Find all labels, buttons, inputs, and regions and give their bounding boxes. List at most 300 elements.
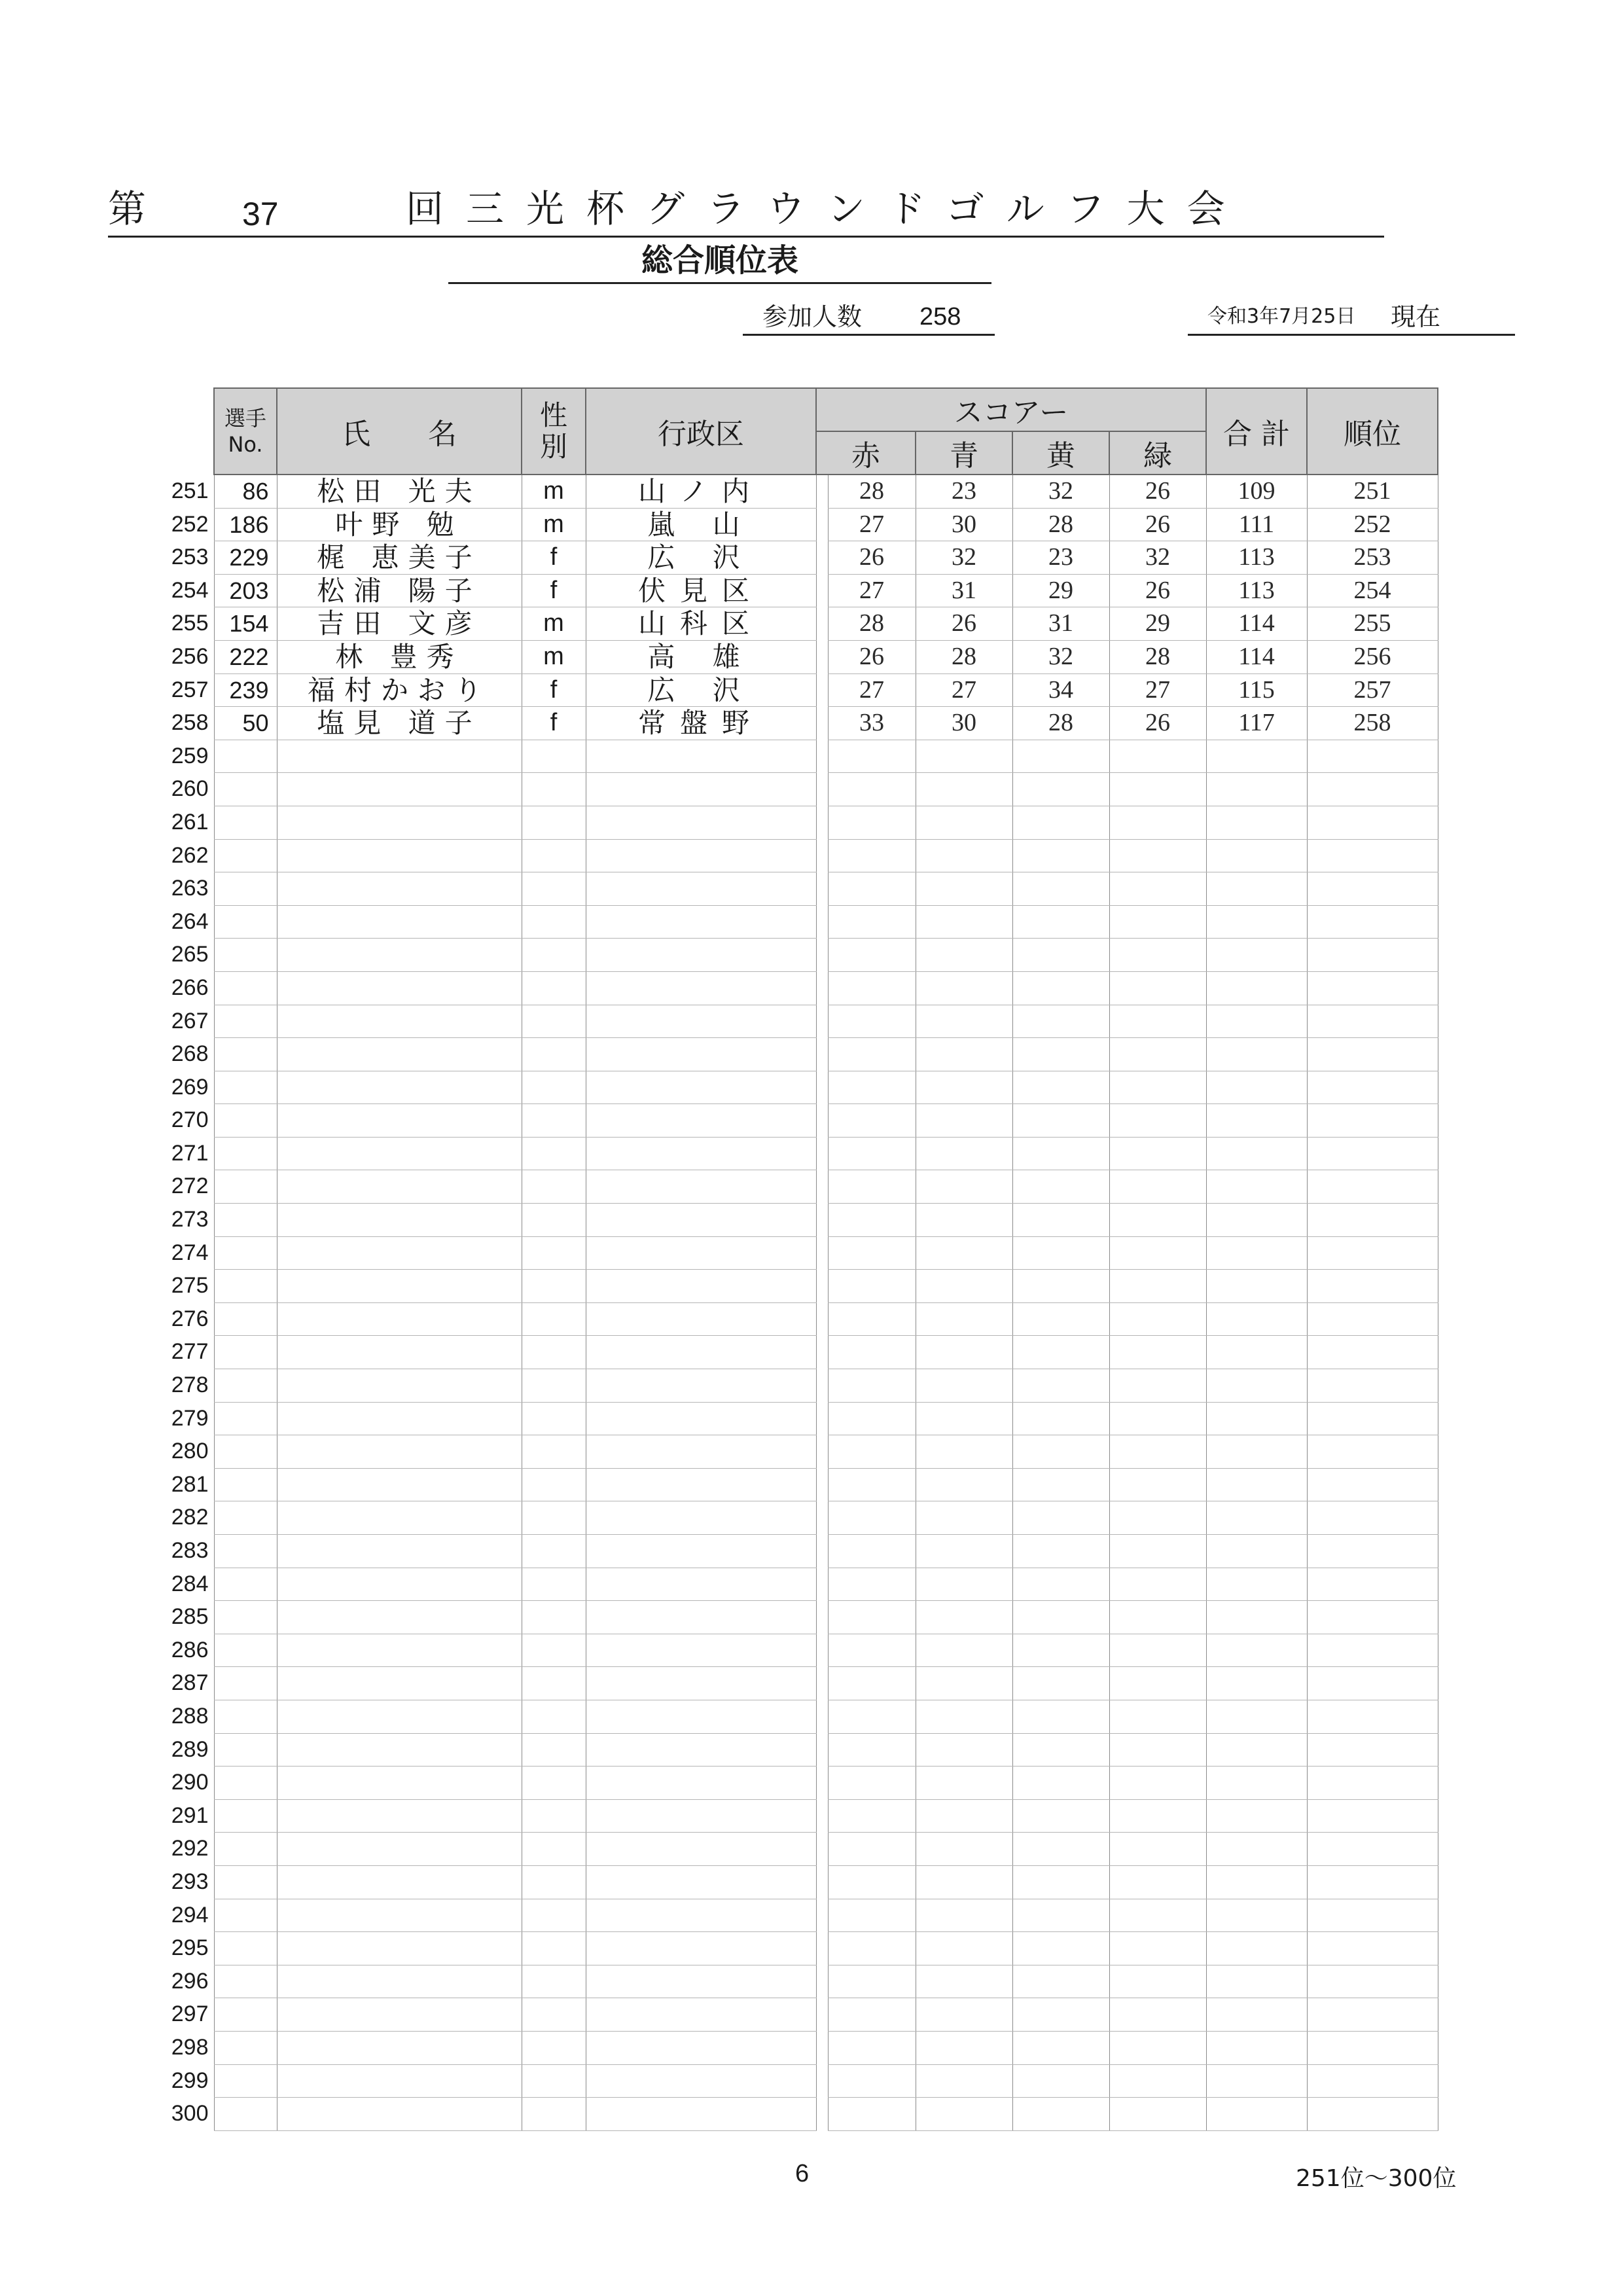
score-red-cell (828, 1236, 916, 1270)
name-cell (277, 1270, 522, 1303)
total-cell: 114 (1206, 640, 1307, 673)
district-cell: 高 雄 (586, 640, 816, 673)
player-no-cell (214, 839, 277, 872)
sex-cell (522, 1435, 586, 1469)
score-yellow-cell: 32 (1012, 475, 1109, 508)
score-blue-cell (916, 905, 1012, 939)
sex-cell (522, 1302, 586, 1336)
row-number: 277 (171, 1339, 209, 1365)
rank-cell (1307, 1336, 1438, 1369)
total-cell (1206, 1137, 1307, 1170)
header-total: 合 計 (1206, 388, 1307, 475)
column-gap (816, 1104, 828, 1138)
score-green-cell (1109, 1302, 1206, 1336)
sex-cell (522, 1137, 586, 1170)
sex-cell: m (522, 508, 586, 541)
table-row (154, 1601, 1438, 1634)
district-cell (586, 1170, 816, 1204)
score-yellow-cell: 23 (1012, 541, 1109, 575)
score-yellow-cell (1012, 1965, 1109, 1998)
district-cell (586, 806, 816, 839)
rank-cell: 257 (1307, 673, 1438, 707)
name-cell (277, 872, 522, 906)
row-number: 299 (171, 2068, 209, 2093)
score-blue-cell (916, 1501, 1012, 1535)
score-blue-cell (916, 839, 1012, 872)
rank-cell (1307, 1833, 1438, 1866)
column-gap (816, 971, 828, 1005)
name-cell (277, 1369, 522, 1403)
score-green-cell (1109, 1270, 1206, 1303)
score-yellow-cell (1012, 1038, 1109, 1071)
score-yellow-cell: 28 (1012, 707, 1109, 740)
name-cell: 叶野 勉 (277, 508, 522, 541)
total-cell (1206, 1071, 1307, 1104)
player-no-cell (214, 1468, 277, 1501)
district-cell (586, 1104, 816, 1138)
score-blue-cell (916, 1634, 1012, 1667)
score-green-cell (1109, 1799, 1206, 1833)
score-red-cell: 28 (828, 475, 916, 508)
name-cell (277, 1700, 522, 1733)
sex-cell (522, 1468, 586, 1501)
column-gap (816, 1005, 828, 1038)
score-green-cell (1109, 1501, 1206, 1535)
district-cell (586, 1071, 816, 1104)
column-gap (816, 1667, 828, 1700)
player-no-cell (214, 1833, 277, 1866)
district-cell (586, 1270, 816, 1303)
score-blue-cell (916, 2064, 1012, 2098)
player-no-cell (214, 1568, 277, 1601)
row-number: 275 (171, 1273, 209, 1299)
total-cell (1206, 1932, 1307, 1965)
player-no-cell (214, 1369, 277, 1403)
score-blue-cell (916, 1468, 1012, 1501)
row-number: 256 (171, 643, 209, 669)
sex-cell (522, 1634, 586, 1667)
score-green-cell (1109, 872, 1206, 906)
rank-cell: 254 (1307, 574, 1438, 607)
player-no-cell: 222 (214, 640, 277, 673)
player-no-cell (214, 1932, 277, 1965)
column-gap (816, 2098, 828, 2131)
header-green: 緑 (1109, 431, 1206, 475)
score-yellow-cell (1012, 806, 1109, 839)
total-cell (1206, 2031, 1307, 2064)
score-green-cell (1109, 1402, 1206, 1435)
column-gap (816, 1998, 828, 2032)
score-yellow-cell (1012, 773, 1109, 806)
name-cell (277, 1402, 522, 1435)
player-no-cell (214, 1899, 277, 1932)
score-green-cell (1109, 1667, 1206, 1700)
score-green-cell (1109, 971, 1206, 1005)
score-red-cell (828, 971, 916, 1005)
column-gap (816, 673, 828, 707)
rank-cell (1307, 1899, 1438, 1932)
table-row (154, 475, 1438, 508)
column-gap (816, 872, 828, 906)
sex-cell (522, 806, 586, 839)
row-number: 282 (171, 1505, 209, 1530)
name-cell (277, 839, 522, 872)
score-green-cell (1109, 1369, 1206, 1403)
table-row (154, 1865, 1438, 1899)
row-number: 295 (171, 1935, 209, 1961)
score-blue-cell (916, 1899, 1012, 1932)
title-number: 37 (242, 196, 279, 232)
column-gap (816, 1700, 828, 1733)
column-gap (816, 508, 828, 541)
rank-cell (1307, 1568, 1438, 1601)
player-no-cell (214, 773, 277, 806)
sex-cell (522, 905, 586, 939)
district-cell (586, 1501, 816, 1535)
row-number: 259 (171, 743, 209, 768)
table-row (154, 1071, 1438, 1104)
district-cell (586, 1865, 816, 1899)
table-row (154, 1733, 1438, 1767)
score-green-cell: 26 (1109, 574, 1206, 607)
player-no-cell (214, 939, 277, 972)
column-gap (816, 1402, 828, 1435)
total-cell: 117 (1206, 707, 1307, 740)
score-green-cell (1109, 1137, 1206, 1170)
total-cell (1206, 1501, 1307, 1535)
district-cell (586, 740, 816, 773)
rank-cell (1307, 1501, 1438, 1535)
score-green-cell (1109, 1336, 1206, 1369)
page-number: 6 (795, 2160, 810, 2187)
row-number: 252 (171, 511, 209, 537)
score-blue-cell (916, 1932, 1012, 1965)
score-red-cell (828, 773, 916, 806)
column-gap (816, 905, 828, 939)
table-row (154, 1302, 1438, 1336)
total-cell (1206, 1402, 1307, 1435)
sex-cell (522, 1601, 586, 1634)
score-green-cell (1109, 1005, 1206, 1038)
sex-cell (522, 1667, 586, 1700)
score-yellow-cell (1012, 1435, 1109, 1469)
name-cell: 松田 光夫 (277, 475, 522, 508)
score-blue-cell (916, 1667, 1012, 1700)
name-cell (277, 939, 522, 972)
player-no-cell (214, 1104, 277, 1138)
score-green-cell (1109, 1601, 1206, 1634)
rank-cell (1307, 1767, 1438, 1800)
score-red-cell (828, 1468, 916, 1501)
participants-count (743, 300, 995, 336)
total-cell (1206, 1435, 1307, 1469)
rank-cell (1307, 1634, 1438, 1667)
district-cell (586, 1137, 816, 1170)
rank-cell (1307, 1865, 1438, 1899)
total-cell (1206, 1998, 1307, 2032)
score-green-cell (1109, 1104, 1206, 1138)
score-yellow-cell (1012, 2098, 1109, 2131)
name-cell (277, 971, 522, 1005)
score-yellow-cell (1012, 1137, 1109, 1170)
district-cell (586, 1667, 816, 1700)
sex-cell (522, 1369, 586, 1403)
score-yellow-cell: 29 (1012, 574, 1109, 607)
column-gap (816, 1634, 828, 1667)
name-cell (277, 740, 522, 773)
rank-cell: 253 (1307, 541, 1438, 575)
total-cell (1206, 1833, 1307, 1866)
column-gap (816, 607, 828, 641)
district-cell (586, 1038, 816, 1071)
table-row (154, 508, 1438, 541)
table-row (154, 1137, 1438, 1170)
row-number: 296 (171, 1968, 209, 1994)
score-red-cell (828, 1899, 916, 1932)
total-cell (1206, 1700, 1307, 1733)
sex-cell: m (522, 475, 586, 508)
table-row (154, 1932, 1438, 1965)
column-gap (816, 1767, 828, 1800)
score-blue-cell: 30 (916, 707, 1012, 740)
column-gap (816, 541, 828, 575)
total-cell: 114 (1206, 607, 1307, 641)
district-cell: 伏見区 (586, 574, 816, 607)
player-no-cell (214, 1435, 277, 1469)
score-red-cell (828, 1369, 916, 1403)
as-of-label: 現在 (1391, 302, 1441, 331)
score-yellow-cell (1012, 1601, 1109, 1634)
player-no-cell (214, 1204, 277, 1237)
rank-cell (1307, 1302, 1438, 1336)
total-cell (1206, 1601, 1307, 1634)
score-green-cell (1109, 1899, 1206, 1932)
ranking-table (154, 387, 1438, 2131)
table-row (154, 1336, 1438, 1369)
district-cell (586, 2064, 816, 2098)
score-yellow-cell (1012, 1336, 1109, 1369)
name-cell (277, 1468, 522, 1501)
score-red-cell (828, 839, 916, 872)
row-number: 273 (171, 1207, 209, 1232)
player-no-cell (214, 971, 277, 1005)
district-cell (586, 1535, 816, 1568)
score-blue-cell (916, 2031, 1012, 2064)
sex-cell: f (522, 673, 586, 707)
row-number: 268 (171, 1041, 209, 1067)
score-red-cell (828, 2064, 916, 2098)
header-district: 行政区 (586, 388, 816, 475)
score-red-cell (828, 1601, 916, 1634)
score-green-cell (1109, 773, 1206, 806)
district-cell (586, 1767, 816, 1800)
player-no-cell (214, 1733, 277, 1767)
column-gap (816, 1535, 828, 1568)
name-cell (277, 1998, 522, 2032)
column-gap (816, 1435, 828, 1469)
column-gap (816, 2031, 828, 2064)
total-cell (1206, 1302, 1307, 1336)
score-yellow-cell (1012, 1236, 1109, 1270)
player-no-cell (214, 806, 277, 839)
rank-cell (1307, 773, 1438, 806)
rank-cell (1307, 1038, 1438, 1071)
row-number: 297 (171, 2001, 209, 2027)
score-red-cell (828, 806, 916, 839)
sex-cell (522, 773, 586, 806)
row-number: 298 (171, 2034, 209, 2060)
score-green-cell: 26 (1109, 707, 1206, 740)
rank-cell (1307, 1137, 1438, 1170)
player-no-cell (214, 2064, 277, 2098)
score-blue-cell (916, 1071, 1012, 1104)
score-blue-cell (916, 1865, 1012, 1899)
score-blue-cell (916, 1236, 1012, 1270)
table-row (154, 1270, 1438, 1303)
score-red-cell (828, 1270, 916, 1303)
rank-cell (1307, 939, 1438, 972)
score-blue-cell: 30 (916, 508, 1012, 541)
score-green-cell: 27 (1109, 673, 1206, 707)
header-red: 赤 (816, 431, 916, 475)
district-cell (586, 1435, 816, 1469)
score-red-cell (828, 1302, 916, 1336)
row-number: 280 (171, 1439, 209, 1464)
score-red-cell (828, 1535, 916, 1568)
row-number: 251 (171, 478, 209, 503)
table-row (154, 1104, 1438, 1138)
score-yellow-cell (1012, 1535, 1109, 1568)
score-red-cell: 26 (828, 640, 916, 673)
table-row (154, 1005, 1438, 1038)
total-cell (1206, 1733, 1307, 1767)
district-cell: 広 沢 (586, 673, 816, 707)
score-red-cell (828, 1104, 916, 1138)
name-cell (277, 806, 522, 839)
district-cell (586, 1204, 816, 1237)
score-yellow-cell (1012, 1402, 1109, 1435)
player-no-cell (214, 1767, 277, 1800)
as-of-date (1188, 300, 1515, 336)
sex-cell (522, 1071, 586, 1104)
player-no-cell: 154 (214, 607, 277, 641)
table-row (154, 1700, 1438, 1733)
header-yellow: 黄 (1012, 431, 1109, 475)
column-gap (816, 640, 828, 673)
row-number: 260 (171, 776, 209, 802)
score-red-cell (828, 1005, 916, 1038)
sex-cell (522, 1204, 586, 1237)
score-green-cell (1109, 1535, 1206, 1568)
score-yellow-cell (1012, 1468, 1109, 1501)
row-number: 271 (171, 1140, 209, 1166)
rank-cell: 258 (1307, 707, 1438, 740)
sex-cell: m (522, 640, 586, 673)
column-gap (816, 839, 828, 872)
total-cell: 113 (1206, 541, 1307, 575)
score-green-cell (1109, 1236, 1206, 1270)
score-blue-cell: 32 (916, 541, 1012, 575)
total-cell (1206, 1204, 1307, 1237)
sex-cell (522, 1899, 586, 1932)
row-number: 269 (171, 1074, 209, 1100)
district-cell: 山ノ内 (586, 475, 816, 508)
sex-cell: m (522, 607, 586, 641)
score-green-cell: 26 (1109, 475, 1206, 508)
row-number: 253 (171, 545, 209, 570)
score-red-cell (828, 740, 916, 773)
name-cell: 福村かおり (277, 673, 522, 707)
column-gap (816, 1302, 828, 1336)
rank-cell (1307, 1998, 1438, 2032)
sex-cell (522, 1767, 586, 1800)
total-cell (1206, 806, 1307, 839)
column-gap (816, 773, 828, 806)
score-green-cell (1109, 2064, 1206, 2098)
total-cell: 111 (1206, 508, 1307, 541)
table-row (154, 1998, 1438, 2032)
score-green-cell (1109, 1700, 1206, 1733)
rank-cell (1307, 1236, 1438, 1270)
score-blue-cell (916, 1998, 1012, 2032)
name-cell: 梶 恵美子 (277, 541, 522, 575)
document-subtitle: 総合順位表 (448, 239, 991, 284)
table-row (154, 1369, 1438, 1403)
table-row (154, 607, 1438, 641)
player-no-cell (214, 740, 277, 773)
participants-label: 参加人数 (762, 302, 863, 331)
name-cell (277, 1535, 522, 1568)
score-yellow-cell (1012, 839, 1109, 872)
score-blue-cell (916, 1833, 1012, 1866)
total-cell (1206, 1634, 1307, 1667)
score-yellow-cell (1012, 2031, 1109, 2064)
score-green-cell: 32 (1109, 541, 1206, 575)
rank-cell (1307, 1700, 1438, 1733)
name-cell (277, 1865, 522, 1899)
row-number: 278 (171, 1372, 209, 1398)
score-yellow-cell (1012, 1833, 1109, 1866)
name-cell (277, 1601, 522, 1634)
total-cell (1206, 1270, 1307, 1303)
score-green-cell (1109, 1568, 1206, 1601)
score-blue-cell (916, 1137, 1012, 1170)
score-red-cell (828, 1865, 916, 1899)
name-cell (277, 1104, 522, 1138)
player-no-cell (214, 1170, 277, 1204)
score-blue-cell (916, 740, 1012, 773)
total-cell (1206, 773, 1307, 806)
column-gap (816, 1336, 828, 1369)
player-no-cell (214, 1038, 277, 1071)
player-no-cell (214, 1998, 277, 2032)
score-blue-cell: 27 (916, 673, 1012, 707)
sex-cell (522, 1170, 586, 1204)
score-red-cell (828, 1038, 916, 1071)
sex-cell (522, 740, 586, 773)
rank-cell (1307, 971, 1438, 1005)
row-number: 263 (171, 876, 209, 901)
name-cell (277, 1568, 522, 1601)
score-blue-cell (916, 1700, 1012, 1733)
player-no-cell (214, 1236, 277, 1270)
total-cell (1206, 1667, 1307, 1700)
rank-cell (1307, 1799, 1438, 1833)
header-player-no: 選手 No. (214, 388, 277, 475)
player-no-cell (214, 1270, 277, 1303)
sex-cell (522, 839, 586, 872)
total-cell (1206, 905, 1307, 939)
